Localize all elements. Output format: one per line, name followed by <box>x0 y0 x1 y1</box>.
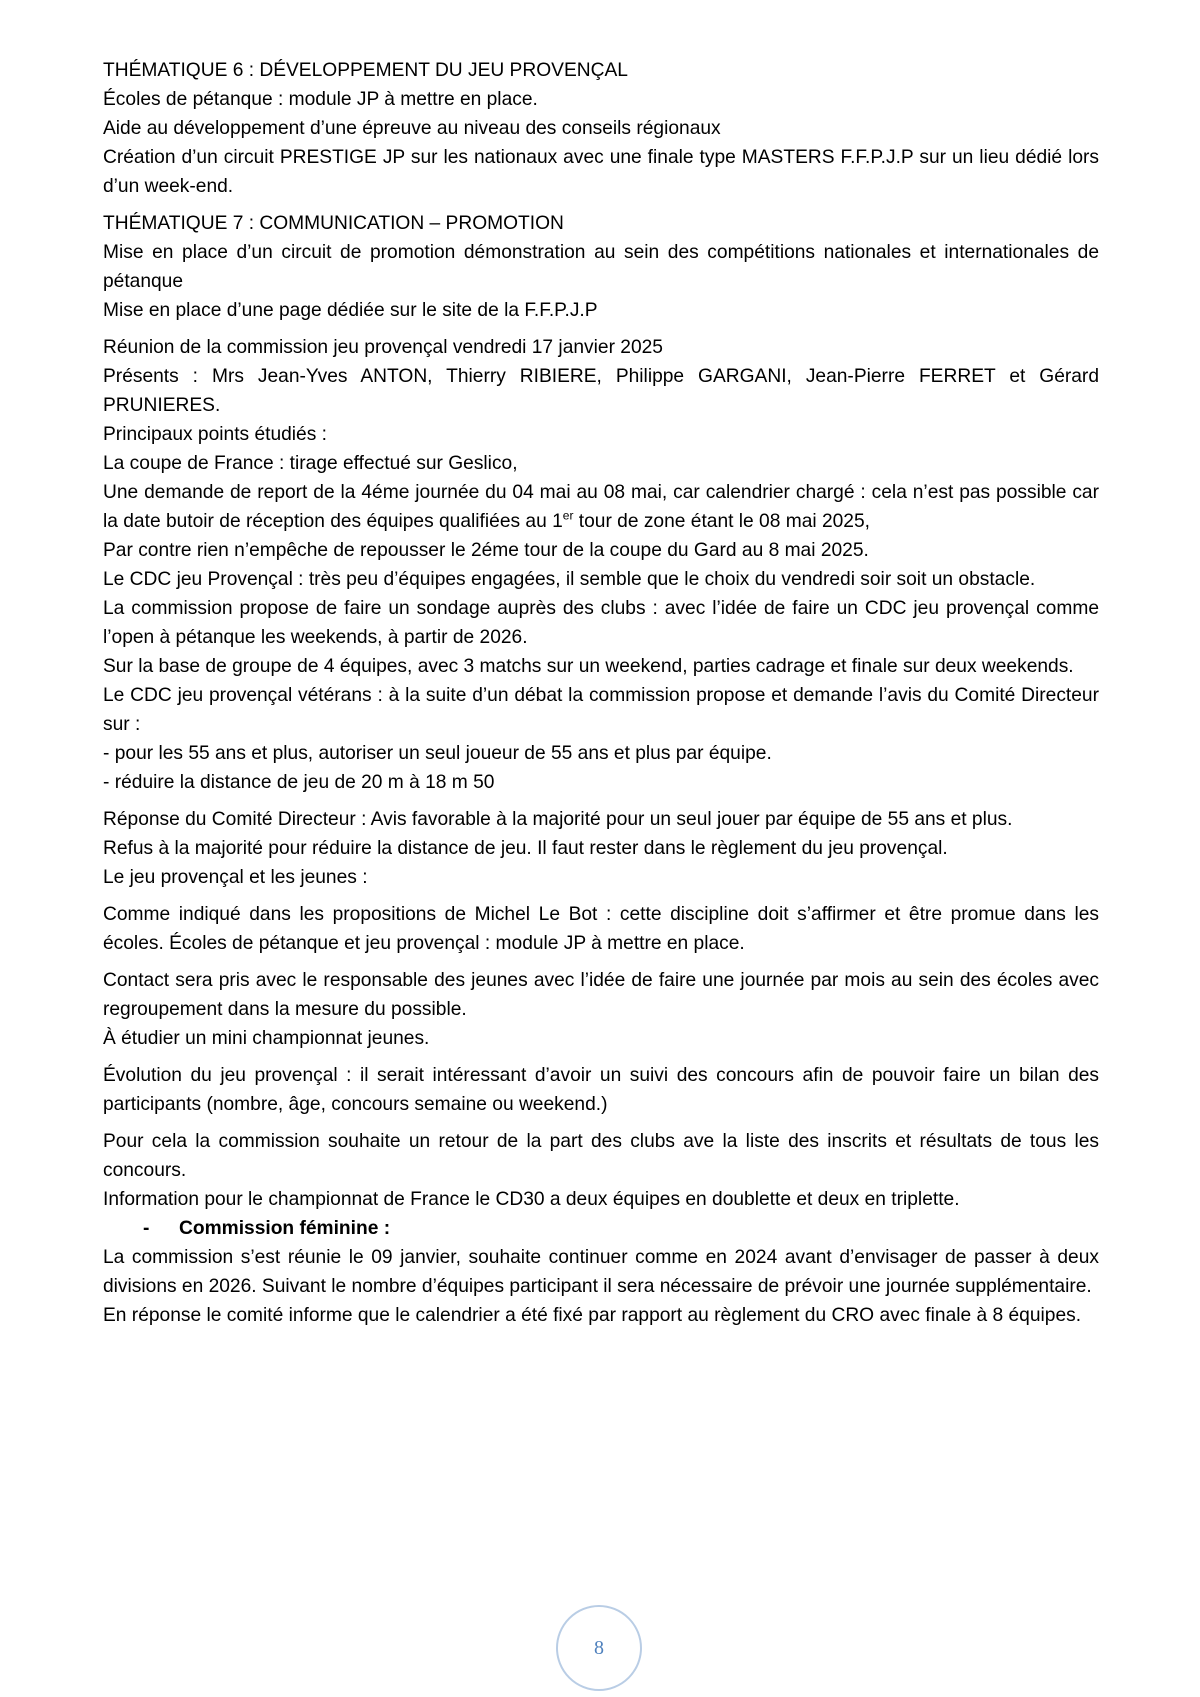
meeting-survey: La commission propose de faire un sondage auprès des clubs : avec l’idée de faire un CDC jeu provençal comme l’open à pétanque les weekends, à partir de 2026. <box>103 598 1099 648</box>
championship-info: Information pour le championnat de France le CD30 a deux équipes en doublette et deux en triplette. <box>103 1189 960 1210</box>
theme-7-line-1: Mise en place d’un circuit de promotion démonstration au sein des compétitions nationales et internationales de pétanque <box>103 242 1099 292</box>
meeting-veterans-item-1: - pour les 55 ans et plus, autoriser un seul joueur de 55 ans et plus par équipe. <box>103 743 772 764</box>
youth-heading: Le jeu provençal et les jeunes : <box>103 867 368 888</box>
feminine-reply: En réponse le comité informe que le calendrier a été fixé par rapport au règlement du CRO avec finale à 8 équipes. <box>103 1305 1082 1326</box>
response-text-1: Réponse du Comité Directeur : Avis favorable à la majorité pour un seul jouer par équipe de 55 ans et plus. <box>103 809 1013 830</box>
page-number-badge <box>556 1605 642 1691</box>
meeting-veterans: Le CDC jeu provençal vétérans : à la suite d’un débat la commission propose et demande l’avis du Comité Directeur sur : <box>103 685 1099 735</box>
evolution-text: Évolution du jeu provençal : il serait intéressant d’avoir un suivi des concours afin de pouvoir faire un bilan des participants (nombre, âge, concours semaine ou weekend.) <box>103 1065 1099 1115</box>
section-response <box>103 805 1099 892</box>
theme-6-line-2: Aide au développement d’une épreuve au niveau des conseils régionaux <box>103 118 721 139</box>
meeting-report-request <box>103 478 1099 536</box>
clubs-return-text: Pour cela la commission souhaite un retour de la part des clubs ave la liste des inscrits et résultats de tous les concours. <box>103 1131 1099 1181</box>
theme-7-title: THÉMATIQUE 7 : COMMUNICATION – PROMOTION <box>103 213 564 234</box>
section-feminine <box>103 1214 1099 1330</box>
section-youth-proposals <box>103 900 1099 958</box>
feminine-text: La commission s’est réunie le 09 janvier, souhaite continuer comme en 2024 avant d’envisager de passer à deux divisions en 2026. Suivant le nombre d’équipes participant il sera nécessaire de prévoir une journée supplémentaire. <box>103 1247 1099 1297</box>
meeting-veterans-item-2: - réduire la distance de jeu de 20 m à 18 m 50 <box>103 772 495 793</box>
section-meeting <box>103 333 1099 797</box>
page-number: 8 <box>594 1636 604 1659</box>
report-request-part-a: Une demande de report de la 4éme journée du 04 mai au 08 mai, car calendrier chargé : cela n’est pas possible car la date butoir de réception des équipes qualifiées au 1 <box>103 482 1099 532</box>
document-page <box>103 56 1099 1330</box>
section-clubs-return <box>103 1127 1099 1214</box>
youth-contact: Contact sera pris avec le responsable des jeunes avec l’idée de faire une journée par mois au sein des écoles avec regroupement dans la mesure du possible. <box>103 970 1099 1020</box>
meeting-gard-cup: Par contre rien n’empêche de repousser le 2éme tour de la coupe du Gard au 8 mai 2025. <box>103 540 869 561</box>
feminine-heading: Commission féminine : <box>179 1218 391 1239</box>
meeting-coupe-france: La coupe de France : tirage effectué sur Geslico, <box>103 453 518 474</box>
meeting-points-heading: Principaux points étudiés : <box>103 424 327 445</box>
response-text-2: Refus à la majorité pour réduire la distance de jeu. Il faut rester dans le règlement du jeu provençal. <box>103 838 948 859</box>
meeting-present: Présents : Mrs Jean-Yves ANTON, Thierry RIBIERE, Philippe GARGANI, Jean-Pierre FERRET et Gérard PRUNIERES. <box>103 366 1099 416</box>
theme-6-line-1: Écoles de pétanque : module JP à mettre en place. <box>103 89 538 110</box>
report-request-part-b: tour de zone étant le 08 mai 2025, <box>573 511 870 532</box>
theme-6-line-3: Création d’un circuit PRESTIGE JP sur les nationaux avec une finale type MASTERS F.F.P.J.P sur un lieu dédié lors d’un week-end. <box>103 147 1099 197</box>
section-theme-6 <box>103 56 1099 201</box>
meeting-title: Réunion de la commission jeu provençal vendredi 17 janvier 2025 <box>103 337 663 358</box>
youth-proposals: Comme indiqué dans les propositions de Michel Le Bot : cette discipline doit s’affirmer et être promue dans les écoles. Écoles de pétanque et jeu provençal : module JP à mettre en place. <box>103 904 1099 954</box>
youth-mini-championship: À étudier un mini championnat jeunes. <box>103 1028 430 1049</box>
theme-6-title: THÉMATIQUE 6 : DÉVELOPPEMENT DU JEU PROVENÇAL <box>103 60 628 81</box>
ordinal-superscript: er <box>562 508 574 523</box>
meeting-cdc-jp: Le CDC jeu Provençal : très peu d’équipes engagées, il semble que le choix du vendredi soir soit un obstacle. <box>103 569 1036 590</box>
section-theme-7 <box>103 209 1099 325</box>
section-evolution <box>103 1061 1099 1119</box>
bullet-dash: - <box>143 1218 150 1239</box>
feminine-heading-row <box>103 1214 1099 1243</box>
theme-7-line-2: Mise en place d’une page dédiée sur le site de la F.F.P.J.P <box>103 300 598 321</box>
meeting-groups: Sur la base de groupe de 4 équipes, avec 3 matchs sur un weekend, parties cadrage et finale sur deux weekends. <box>103 656 1074 677</box>
section-youth-contact <box>103 966 1099 1053</box>
